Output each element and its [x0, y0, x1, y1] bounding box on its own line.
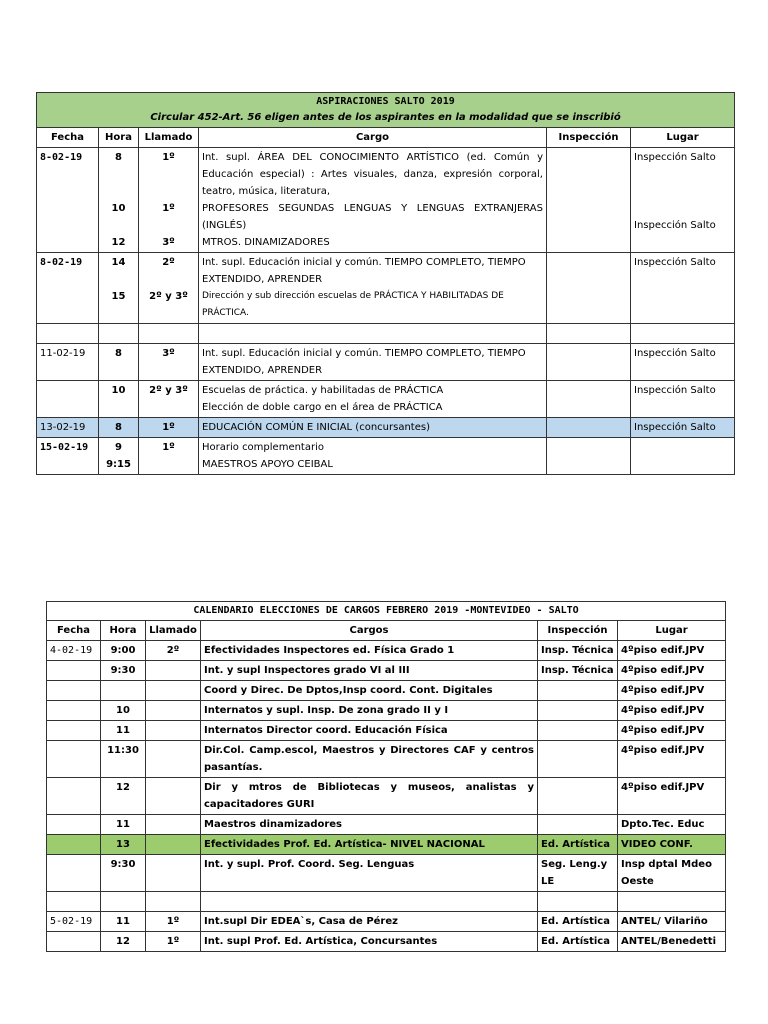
lugar-cell: Inspección Salto Inspección Salto	[631, 148, 735, 253]
cargo-cell: Int. supl. Educación inicial y común. TIEMPO COMPLETO, TIEMPO EXTENDIDO, APRENDER Dirección y sub dirección escuelas de PRÁCTICA Y HABILITADAS DE PRÁCTICA.	[199, 253, 547, 324]
cargo-cell: Coord y Direc. De Dptos,Insp coord. Cont. Digitales	[201, 681, 538, 701]
inspeccion-cell	[547, 418, 631, 438]
table-row	[47, 912, 726, 932]
table-row	[37, 438, 735, 475]
cargo-cell: Int. supl Prof. Ed. Artística, Concursantes	[201, 932, 538, 952]
lugar-cell: 4ºpiso edif.JPV	[618, 641, 726, 661]
aspiraciones-subtitle: Circular 452-Art. 56 eligen antes de los aspirantes en la modalidad que se inscribió	[150, 112, 621, 123]
lugar-cell: VIDEO CONF.	[618, 835, 726, 855]
lugar-cell: 4ºpiso edif.JPV	[618, 778, 726, 815]
llamado-cell: 1º	[139, 438, 199, 475]
col-lugar: Lugar	[618, 621, 726, 641]
lugar-cell: ANTEL/ Vilariño	[618, 912, 726, 932]
lugar-cell	[631, 438, 735, 475]
table-title	[37, 93, 735, 128]
cargo-cell: EDUCACIÓN COMÚN E INICIAL (concursantes)	[199, 418, 547, 438]
hora-cell: 9 9:15	[99, 438, 139, 475]
hora-cell: 9:30	[101, 661, 146, 681]
llamado-cell	[146, 892, 201, 912]
cargo-cell: Internatos Director coord. Educación Física	[201, 721, 538, 741]
hora-cell: 11	[101, 912, 146, 932]
lugar-cell: 4ºpiso edif.JPV	[618, 661, 726, 681]
llamado-cell: 1º	[146, 912, 201, 932]
lugar-cell: Insp dptal Mdeo Oeste	[618, 855, 726, 892]
inspeccion-cell: Insp. Técnica	[538, 661, 618, 681]
calendario-body	[47, 641, 726, 952]
inspeccion-cell	[538, 681, 618, 701]
table-row	[47, 701, 726, 721]
cargo-cell: Int. y supl. Prof. Coord. Seg. Lenguas	[201, 855, 538, 892]
llamado-cell	[146, 855, 201, 892]
col-fecha: Fecha	[47, 621, 101, 641]
fecha-cell	[37, 381, 99, 418]
fecha-cell	[47, 661, 101, 681]
fecha-cell	[47, 855, 101, 892]
col-fecha: Fecha	[37, 128, 99, 148]
fecha-cell	[47, 932, 101, 952]
llamado-cell	[146, 721, 201, 741]
cargo-cell: Horario complementario MAESTROS APOYO CEIBAL	[199, 438, 547, 475]
inspeccion-cell: Ed. Artística	[538, 835, 618, 855]
cargo-cell: Int.supl Dir EDEA`s, Casa de Pérez	[201, 912, 538, 932]
fecha-cell: 13-02-19	[37, 418, 99, 438]
lugar-cell: Dpto.Tec. Educ	[618, 815, 726, 835]
llamado-cell: 2º y 3º	[139, 381, 199, 418]
empty-row	[37, 324, 735, 344]
calendario-title: CALENDARIO ELECCIONES DE CARGOS FEBRERO 2019 -MONTEVIDEO - SALTO	[47, 602, 726, 621]
llamado-cell	[146, 661, 201, 681]
llamado-cell	[146, 701, 201, 721]
hora-cell: 12	[101, 778, 146, 815]
aspiraciones-title: ASPIRACIONES SALTO 2019	[316, 96, 455, 107]
hora-cell: 13	[101, 835, 146, 855]
table-row	[47, 855, 726, 892]
fecha-cell	[47, 835, 101, 855]
cargo-cell: Int. y supl Inspectores grado VI al III	[201, 661, 538, 681]
hora-cell: 12	[101, 932, 146, 952]
cargo-cell: Dir y mtros de Bibliotecas y museos, analistas y capacitadores GURI	[201, 778, 538, 815]
hora-cell: 8	[99, 344, 139, 381]
fecha-cell: 8-02-19	[37, 148, 99, 253]
col-inspeccion: Inspección	[538, 621, 618, 641]
fecha-cell	[47, 681, 101, 701]
lugar-cell	[618, 892, 726, 912]
hora-cell: 8 10 12	[99, 148, 139, 253]
lugar-cell: 4ºpiso edif.JPV	[618, 681, 726, 701]
fecha-cell	[47, 741, 101, 778]
aspiraciones-table	[36, 92, 735, 475]
inspeccion-cell	[538, 815, 618, 835]
cargo-cell: Efectividades Prof. Ed. Artística- NIVEL NACIONAL	[201, 835, 538, 855]
llamado-cell	[146, 741, 201, 778]
table-row	[47, 778, 726, 815]
hora-cell: 10	[101, 701, 146, 721]
table-title-row	[37, 93, 735, 128]
hora-cell: 11	[101, 815, 146, 835]
table-row	[37, 253, 735, 324]
empty-row	[47, 892, 726, 912]
llamado-cell: 3º	[139, 344, 199, 381]
table-row-highlighted	[37, 418, 735, 438]
llamado-cell	[146, 681, 201, 701]
inspeccion-cell	[547, 438, 631, 475]
inspeccion-cell: Ed. Artística	[538, 932, 618, 952]
llamado-cell	[146, 815, 201, 835]
lugar-cell: ANTEL/Benedetti	[618, 932, 726, 952]
hora-cell: 8	[99, 418, 139, 438]
fecha-cell: 4-02-19	[47, 641, 101, 661]
table-row	[37, 344, 735, 381]
col-llamado: Llamado	[139, 128, 199, 148]
hora-cell: 9:00	[101, 641, 146, 661]
llamado-cell	[146, 778, 201, 815]
col-cargos: Cargos	[201, 621, 538, 641]
table-row	[47, 721, 726, 741]
table-row	[47, 641, 726, 661]
calendario-table	[46, 601, 726, 952]
fecha-cell	[47, 721, 101, 741]
lugar-cell: Inspección Salto	[631, 381, 735, 418]
hora-cell: 11	[101, 721, 146, 741]
inspeccion-cell: Seg. Leng.y LE	[538, 855, 618, 892]
cargo-cell: Int. supl. ÁREA DEL CONOCIMIENTO ARTÍSTICO (ed. Común y Educación especial) : Artes visuales, danza, expresión corporal, teatro, música, literatura, PROFESORES SEGUNDAS LENGUAS Y LENGUAS EXTRANJERAS (INGLÉS) MTROS. DINAMIZADORES	[199, 148, 547, 253]
fecha-cell	[47, 778, 101, 815]
inspeccion-cell	[547, 381, 631, 418]
llamado-cell: 1º	[139, 418, 199, 438]
fecha-cell: 8-02-19	[37, 253, 99, 324]
llamado-cell	[146, 835, 201, 855]
table-row	[47, 932, 726, 952]
table-row	[47, 835, 726, 855]
hora-cell	[101, 681, 146, 701]
table-row	[47, 661, 726, 681]
inspeccion-cell	[547, 253, 631, 324]
inspeccion-cell: Ed. Artística	[538, 912, 618, 932]
col-hora: Hora	[101, 621, 146, 641]
col-cargo: Cargo	[199, 128, 547, 148]
fecha-cell: 15-02-19	[37, 438, 99, 475]
inspeccion-cell: Insp. Técnica	[538, 641, 618, 661]
lugar-cell: 4ºpiso edif.JPV	[618, 741, 726, 778]
col-inspeccion: Inspección	[547, 128, 631, 148]
table-title-row	[47, 602, 726, 621]
inspeccion-cell	[547, 148, 631, 253]
inspeccion-cell	[538, 701, 618, 721]
llamado-cell: 2º 2º y 3º	[139, 253, 199, 324]
fecha-cell: 11-02-19	[37, 344, 99, 381]
fecha-cell: 5-02-19	[47, 912, 101, 932]
llamado-cell: 1º 1º 3º	[139, 148, 199, 253]
col-hora: Hora	[99, 128, 139, 148]
hora-cell: 10	[99, 381, 139, 418]
lugar-cell: Inspección Salto	[631, 253, 735, 324]
inspeccion-cell	[538, 721, 618, 741]
col-llamado: Llamado	[146, 621, 201, 641]
inspeccion-cell	[538, 741, 618, 778]
cargo-cell: Maestros dinamizadores	[201, 815, 538, 835]
lugar-cell: Inspección Salto	[631, 418, 735, 438]
table-row	[37, 148, 735, 253]
inspeccion-cell	[538, 892, 618, 912]
inspeccion-cell	[538, 778, 618, 815]
llamado-cell: 1º	[146, 932, 201, 952]
cargo-cell: Escuelas de práctica. y habilitadas de PRÁCTICA Elección de doble cargo en el área de PRÁCTICA	[199, 381, 547, 418]
cargo-cell: Int. supl. Educación inicial y común. TIEMPO COMPLETO, TIEMPO EXTENDIDO, APRENDER	[199, 344, 547, 381]
cargo-cell: Internatos y supl. Insp. De zona grado II y I	[201, 701, 538, 721]
header-row	[37, 128, 735, 148]
hora-cell: 14 15	[99, 253, 139, 324]
col-lugar: Lugar	[631, 128, 735, 148]
lugar-cell: 4ºpiso edif.JPV	[618, 701, 726, 721]
hora-cell: 9:30	[101, 855, 146, 892]
table-row	[47, 741, 726, 778]
lugar-cell: Inspección Salto	[631, 344, 735, 381]
cargo-cell	[201, 892, 538, 912]
table-row	[47, 681, 726, 701]
inspeccion-cell	[547, 344, 631, 381]
fecha-cell	[47, 701, 101, 721]
cargo-cell: Efectividades Inspectores ed. Física Grado 1	[201, 641, 538, 661]
hora-cell: 11:30	[101, 741, 146, 778]
lugar-cell: 4ºpiso edif.JPV	[618, 721, 726, 741]
fecha-cell	[47, 815, 101, 835]
cargo-cell: Dir.Col. Camp.escol, Maestros y Directores CAF y centros pasantías.	[201, 741, 538, 778]
fecha-cell	[47, 892, 101, 912]
llamado-cell: 2º	[146, 641, 201, 661]
hora-cell	[101, 892, 146, 912]
header-row	[47, 621, 726, 641]
table-row	[47, 815, 726, 835]
table-row	[37, 381, 735, 418]
